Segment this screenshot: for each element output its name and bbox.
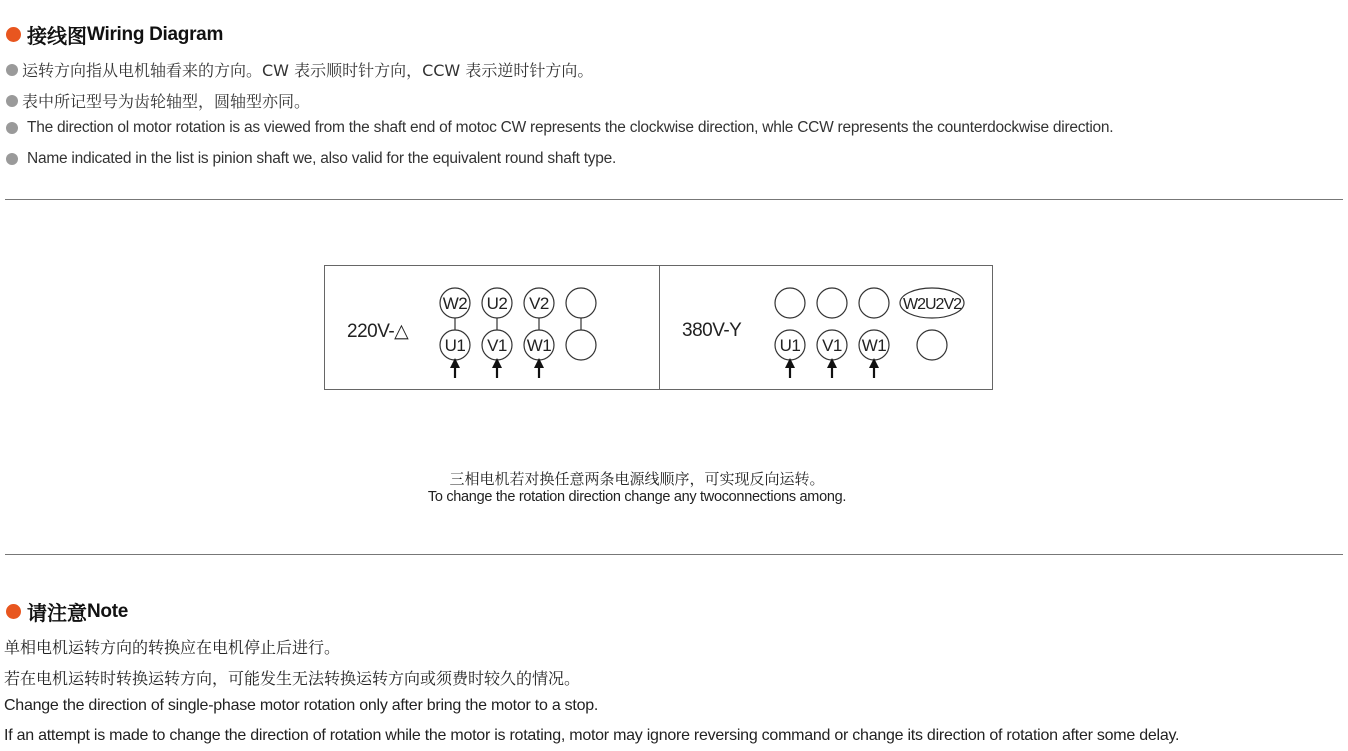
note-line-2: 若在电机运转时转换运转方向，可能发生无法转换运转方向或须费时较久的情况。	[4, 669, 581, 688]
delta-bottom-terminal-label: V1	[487, 336, 507, 355]
wiring-bullet-4	[6, 150, 616, 168]
star-voltage-label: 380V-Y	[682, 320, 742, 341]
bullet-text: 运转方向指从电机轴看来的方向。CW 表示顺时针方向，CCW 表示逆时针方向。	[22, 61, 594, 80]
diagram-caption-en: To change the rotation direction change any twoconnections among.	[427, 489, 847, 505]
note-line-3: Change the direction of single-phase motor rotation only after bring the motor to a stop.	[4, 697, 599, 714]
terminal-diagram	[325, 266, 994, 391]
note-title-cn: 请注意	[27, 601, 87, 625]
orange-dot-icon	[6, 27, 21, 42]
delta-bottom-terminal-label: U1	[444, 336, 466, 355]
delta-bottom-terminal-label: W1	[526, 336, 552, 355]
note-title-en: Note	[87, 600, 129, 622]
star-bottom-terminal-label: U1	[779, 336, 801, 355]
gray-dot-icon	[6, 122, 18, 134]
divider-top	[5, 199, 1343, 200]
star-top-terminal-label: W2U2V2	[902, 296, 962, 313]
wiring-diagram-heading	[6, 20, 223, 49]
wiring-bullet-1	[6, 58, 593, 81]
star-bottom-terminal	[917, 330, 947, 360]
delta-bottom-terminal	[566, 330, 596, 360]
wiring-title-en: Wiring Diagram	[87, 23, 224, 45]
bullet-text: 表中所记型号为齿轮轴型，圆轴型亦同。	[22, 92, 311, 111]
orange-dot-icon	[6, 604, 21, 619]
star-bottom-terminal-label: V1	[822, 336, 842, 355]
gray-dot-icon	[6, 153, 18, 165]
wiring-diagram-box	[324, 265, 993, 390]
gray-dot-icon	[6, 95, 18, 107]
diagram-caption-cn: 三相电机若对换任意两条电源线顺序，可实现反向运转。	[449, 470, 825, 488]
star-bottom-terminal-label: W1	[861, 336, 887, 355]
wiring-title-cn: 接线图	[27, 24, 87, 48]
note-line-1: 单相电机运转方向的转换应在电机停止后进行。	[4, 638, 341, 657]
divider-bottom	[5, 554, 1343, 555]
star-top-terminal	[859, 288, 889, 318]
note-heading	[6, 597, 128, 626]
wiring-bullet-3	[6, 119, 1113, 137]
star-top-terminal	[817, 288, 847, 318]
wiring-bullet-2	[6, 89, 310, 112]
note-line-4: If an attempt is made to change the direction of rotation while the motor is rotating, motor may ignore reversing command or change its direction of rotation after some delay.	[4, 727, 1180, 744]
gray-dot-icon	[6, 64, 18, 76]
star-top-terminal	[775, 288, 805, 318]
bullet-text: The direction ol motor rotation is as viewed from the shaft end of motoc CW represents the clockwise direction, whle CCW represents the counterdockwise direction.	[27, 119, 1114, 136]
delta-top-terminal-label: V2	[529, 294, 549, 313]
delta-top-terminal-label: U2	[486, 294, 508, 313]
bullet-text: Name indicated in the list is pinion shaft we, also valid for the equivalent round shaft type.	[27, 150, 617, 167]
delta-top-terminal-label: W2	[442, 294, 468, 313]
delta-top-terminal	[566, 288, 596, 318]
delta-voltage-label: 220V-△	[347, 321, 409, 342]
